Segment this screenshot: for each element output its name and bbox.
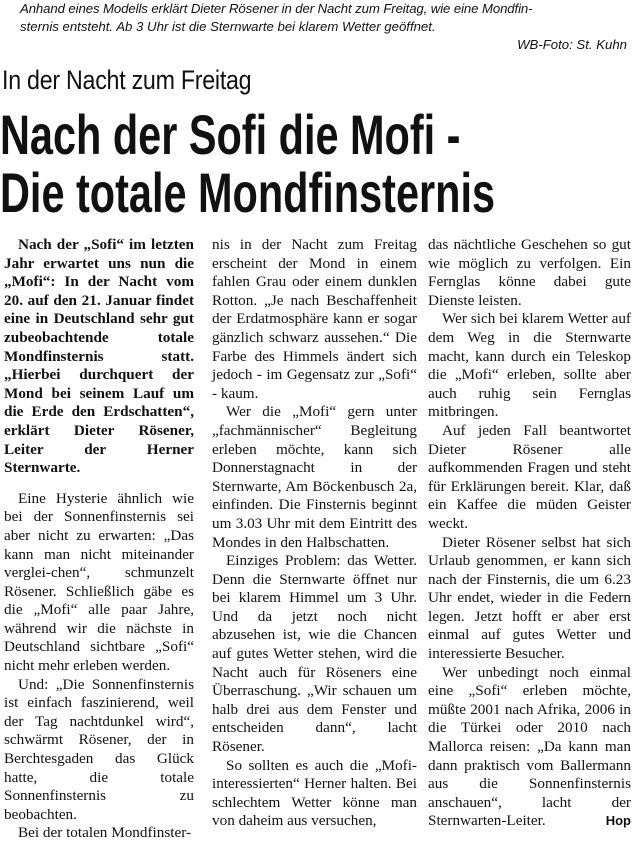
headline-line-1: Nach der Sofi die Mofi - — [0, 103, 461, 166]
lead-paragraph: Nach der „Sofi“ im letzten Jahr erwartet uns nun die „Mofi“: In der Nacht vom 20. auf den 21. Januar findet eine in Deutschland sehr gut zubeobachtende totale Mondfinsternis statt. „Hierbei durchquert der Mond bei seinem Lauf um die Erde den Erdschatten“, erklärt Dieter Rösener, Leiter der Herner Sternwarte. — [4, 236, 194, 477]
body-paragraph: Wer sich bei klarem Wetter auf dem Weg in die Sternwarte macht, kann durch ein Teleskop die „Mofi“ erleben, sollte aber auch ruhig sein Fernglas mitbringen. — [428, 310, 631, 421]
body-paragraph: Dieter Rösener selbst hat sich Urlaub genommen, er kann sich nach der Finsternis, die um 6.23 Uhr endet, wieder in die Federn legen. Jetzt hofft er aber erst einmal auf gutes Wetter und interessierte Besucher. — [428, 533, 631, 663]
headline-line-2: Die totale Mondfinsternis — [0, 161, 496, 224]
body-paragraph: Bei der totalen Mondfinster- — [18, 824, 192, 842]
caption-line-1: Anhand eines Modells erklärt Dieter Rösener in der Nacht zum Freitag, wie eine Mondfin- — [20, 1, 533, 16]
body-paragraph: So sollten es auch die „Mofi-interessierten“ Herner halten. Bei schlechtem Wetter könne man von daheim aus versuchen, — [212, 756, 417, 830]
author-signature: Hop — [605, 813, 631, 829]
body-paragraph: das nächtliche Geschehen so gut wie möglich zu verfolgen. Ein Fernglas könne dabei gute Dienste leisten. — [428, 236, 631, 309]
article-column-3 — [428, 236, 631, 831]
photo-credit: WB-Foto: St. Kuhn — [517, 37, 627, 52]
kicker-line: In der Nacht zum Freitag — [2, 65, 252, 95]
body-paragraph: nis in der Nacht zum Freitag erscheint der Mond in einem fahlen Grau oder einem dunklen Rotton. „Je nach Beschaffenheit der Erdatmosphäre kann er sogar gänzlich schwarz aussehen.“ Die Farbe des Himmels ändert sich jedoch - im Gegensatz zur „Sofi“ - kaum. — [212, 236, 417, 402]
article-column-2 — [212, 236, 417, 831]
body-paragraph: Einziges Problem: das Wetter. Denn die Sternwarte öffnet nur bei klarem Himmel um 3 Uhr. Und da jetzt noch nicht abzusehen ist, wie die Chancen auf gutes Wetter stehen, wird die Nacht auch für Röseners eine Überraschung. „Wir schauen um halb drei aus dem Fenster und entscheiden dann“, lacht Rösener. — [212, 552, 417, 756]
closing-paragraph-text: Wer unbedingt noch einmal eine „Sofi“ erleben möchte, müßte 2001 nach Afrika, 2006 in die Türkei oder 2010 nach Mallorca reisen: „Da kann man dann praktisch vom Ballermann aus die Sonnenfinsternis anschauen“, lacht der Sternwarten-Leiter. — [428, 663, 631, 830]
article-column-1 — [4, 236, 194, 843]
body-paragraph: Und: „Die Sonnenfinsternis ist einfach faszinierend, weil der Tag nachtdunkel wird“, schwärmt Rösener, der in Berchtesgaden das Glück hatte, die totale Sonnenfinsternis zu beobachten. — [4, 675, 194, 823]
headline — [0, 103, 496, 224]
body-paragraph: Eine Hysterie ähnlich wie bei der Sonnenfinsternis sei aber nicht zu erwarten: „Das kann man nicht miteinander verglei-chen“, schmunzelt Rösener. Schließlich gäbe es die „Mofi“ alle paar Jahre, während wir die nächste in Deutschland sichtbare „Sofi“ nicht mehr erleben werden. — [4, 489, 194, 675]
caption-line-2: sternis entsteht. Ab 3 Uhr ist die Sternwarte bei klarem Wetter geöffnet. — [20, 19, 436, 34]
body-paragraph: Wer die „Mofi“ gern unter „fachmännischer“ Begleitung erleben möchte, kann sich Donnerstagnacht in der Sternwarte, Am Böckenbusch 2a, einfinden. Die Finsternis beginnt um 3.03 Uhr mit dem Eintritt des Mondes in den Halbschatten. — [212, 403, 417, 551]
photo-caption — [0, 0, 633, 54]
body-paragraph — [428, 664, 631, 831]
body-paragraph: Auf jeden Fall beantwortet Dieter Rösener alle aufkommenden Fragen und steht für Erklärungen bereit. Klar, daß ein Kaffee die müden Geister weckt. — [428, 421, 631, 532]
